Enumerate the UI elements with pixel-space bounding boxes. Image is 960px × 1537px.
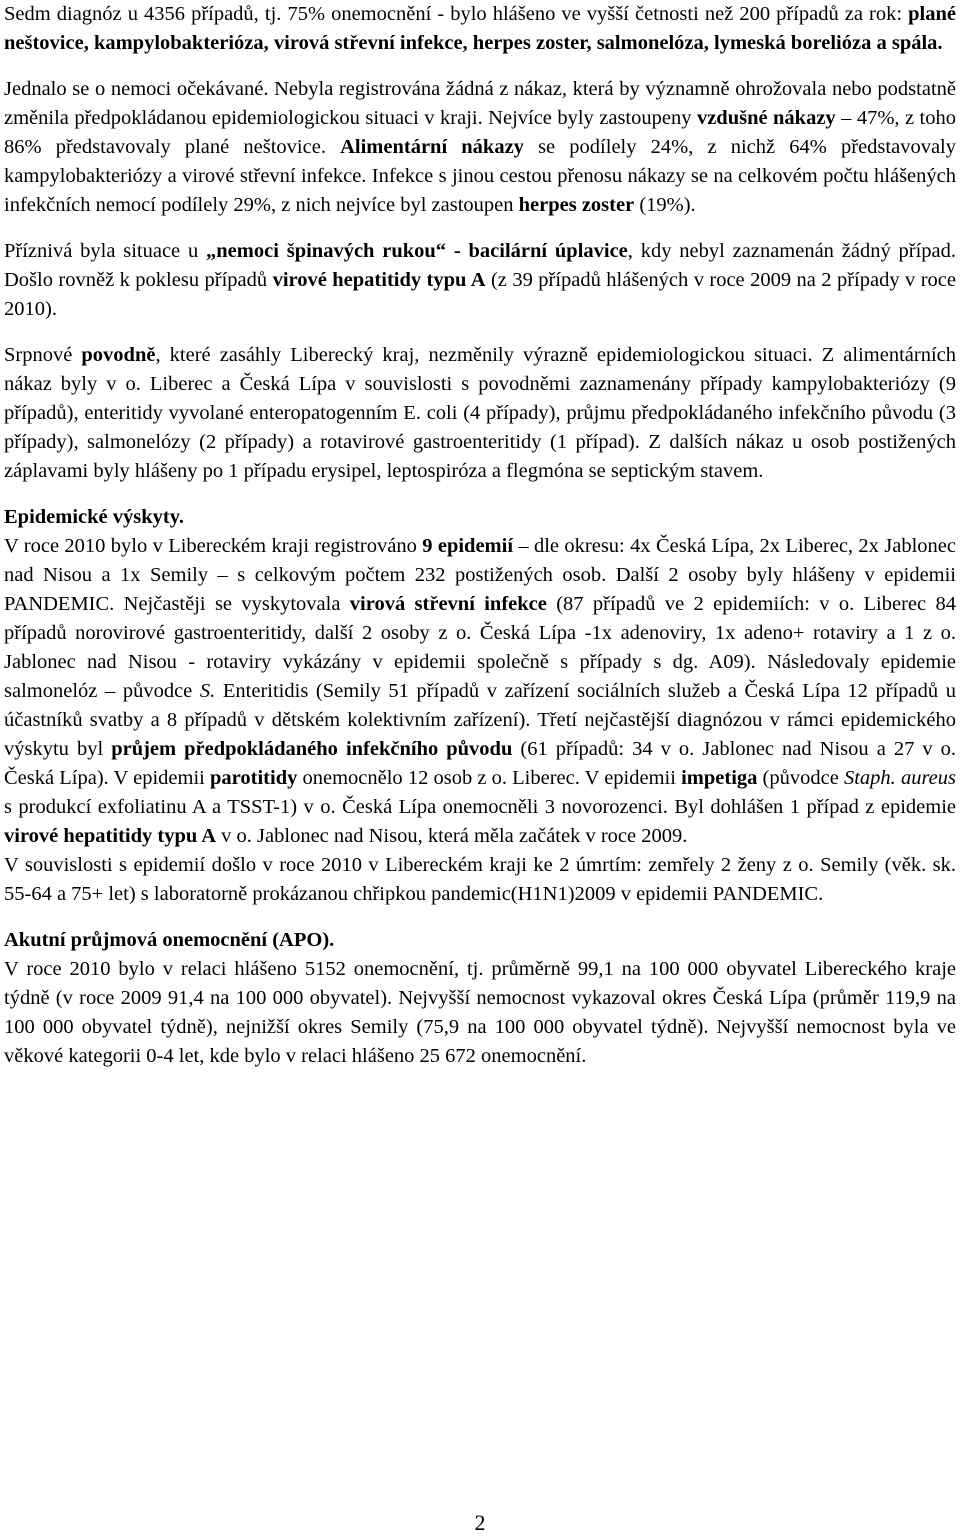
paragraph-deaths	[4, 851, 956, 909]
document-page	[4, 0, 956, 1071]
text-run: Příznivá byla situace u	[4, 240, 207, 262]
text-run: virové hepatitidy typu A	[272, 269, 486, 291]
heading-epidemics: Epidemické výskyty.	[4, 506, 184, 528]
text-run: (původce	[757, 767, 844, 789]
paragraph-epidemics	[4, 532, 956, 851]
heading-apo: Akutní průjmová onemocnění (APO).	[4, 929, 335, 951]
paragraph-expected-diseases	[4, 75, 956, 220]
paragraph-apo	[4, 955, 956, 1071]
text-run: Srpnové	[4, 344, 82, 366]
text-run: V roce 2010 bylo v relaci hlášeno 5152 onemocnění, tj. průměrně 99,1 na 100 000 obyvatel Libereckého kraje týdně (v roce 2009 91,4 na 100 000 obyvatel). Nejvyšší nemocnost vykazoval okres Česká Lípa (průměr 119,9 na 100 000 obyvatel týdně), nejnižší okres Semily (75,9 na 100 000 obyvatel týdně). Nejvyšší nemocnost byla ve věkové kategorii 0-4 let, kde bylo v relaci hlášeno 25 672 onemocnění.	[4, 958, 956, 1067]
text-run: onemocnělo 12 osob z o. Liberec. V epidemii	[297, 767, 682, 789]
text-run: vzdušné nákazy	[696, 107, 836, 129]
text-run: , kdy nebyl zaznamenán žádný případ. Došlo rovněž k poklesu případů	[4, 240, 957, 291]
text-run: herpes zoster	[518, 194, 635, 216]
text-run: se podílely 24%, z nichž 64% představovaly kampylobakteriózy a virové střevní infekce. Infekce s jinou cestou přenosu nákazy se na celkovém počtu hlášených infekčních nemocí podílely 29%, z nich nejvíce byl zastoupen	[4, 136, 956, 216]
text-run: průjem předpokládaného infekčního původu	[111, 738, 513, 760]
paragraph-diagnoses	[4, 0, 956, 58]
text-run: 9 epidemií	[422, 535, 514, 557]
text-run: Alimentární nákazy	[340, 136, 524, 158]
text-run: virová střevní infekce	[349, 593, 547, 615]
text-run: (19%).	[634, 194, 696, 216]
text-run: V roce 2010 bylo v Libereckém kraji registrováno	[4, 535, 423, 557]
paragraph-dirty-hands	[4, 237, 956, 324]
text-run: v o. Jablonec nad Nisou, která měla začátek v roce 2009.	[216, 825, 688, 847]
text-run: (87 případů ve 2 epidemiích: v o. Liberec 84 případů norovirové gastroenteritidy, další 2 osoby z o. Česká Lípa -1x adenoviry, 1x adeno+ rotaviry a 1 z o. Jablonec nad Nisou - rotaviry vykázány v epidemii společně s případy s dg. A09). Následovaly epidemie salmonelóz – původce	[4, 593, 956, 702]
text-run: – dle okresu: 4x Česká Lípa, 2x Liberec, 2x Jablonec nad Nisou a 1x Semily – s celkovým počtem 232 postižených osob. Další 2 osoby byly hlášeny v epidemii PANDEMIC. Nejčastěji se vyskytovala	[4, 535, 957, 615]
text-run: (61 případů: 34 v o. Jablonec nad Nisou a 27 v o. Česká Lípa). V epidemii	[4, 738, 957, 789]
text-run: „nemoci špinavých rukou“ - bacilární úplavice	[206, 240, 628, 262]
text-run: virové hepatitidy typu A	[4, 825, 217, 847]
text-run: V souvislosti s epidemií došlo v roce 2010 v Libereckém kraji ke 2 úmrtím: zemřely 2 ženy z o. Semily (věk. sk. 55-64 a 75+ let) s laboratorně prokázanou chřipkou pandemic(H1N1)2009 v epidemii PANDEMIC.	[4, 854, 956, 905]
text-run: impetiga	[681, 767, 758, 789]
text-run: – 47%, z toho 86% představovaly plané neštovice.	[4, 107, 957, 158]
text-run: Jednalo se o nemoci očekávané. Nebyla registrována žádná z nákaz, která by významně ohrožovala nebo podstatně změnila předpokládanou epidemiologickou situaci v kraji. Nejvíce byly zastoupeny	[4, 78, 956, 129]
text-run: povodně	[81, 344, 156, 366]
text-run: s produkcí exfoliatinu A a TSST-1) v o. Česká Lípa onemocněli 3 novorozenci. Byl dohlášen 1 případ z epidemie	[4, 796, 956, 818]
page-number: 2	[474, 1510, 486, 1535]
text-run: , které zasáhly Liberecký kraj, nezměnily výrazně epidemiologickou situaci. Z alimentárních nákaz byly v o. Liberec a Česká Lípa v souvislosti s povodněmi zaznamenány případy kampylobakteriózy (9 případů), enteritidy vyvolané enteropatogenním E. coli (4 případy), průjmu předpokládaného infekčního původu (3 případy), salmonelózy (2 případy) a rotavirové gastroenteritidy (1 případ). Z dalších nákaz u osob postižených záplavami byly hlášeny po 1 případu erysipel, leptospiróza a flegmóna se septickým stavem.	[4, 344, 956, 482]
text-run: plané neštovice, kampylobakterióza, virová střevní infekce, herpes zoster, salmonelóza, lymeská borelióza a spála.	[4, 3, 956, 54]
paragraph-floods	[4, 341, 956, 486]
text-run: Sedm diagnóz u 4356 případů, tj. 75% onemocnění - bylo hlášeno ve vyšší četnosti než 200 případů za rok:	[4, 3, 909, 25]
text-run: S.	[199, 680, 216, 702]
text-run: Enteritidis (Semily 51 případů v zařízení sociálních služeb a Česká Lípa 12 případů u účastníků svatby a 8 případů v dětském kolektivním zařízení). Třetí nejčastější diagnózou v rámci epidemického výskytu byl	[4, 680, 957, 760]
text-run: (z 39 případů hlášených v roce 2009 na 2 případy v roce 2010).	[4, 269, 956, 320]
text-run: parotitidy	[210, 767, 298, 789]
text-run: Staph. aureus	[843, 767, 956, 789]
